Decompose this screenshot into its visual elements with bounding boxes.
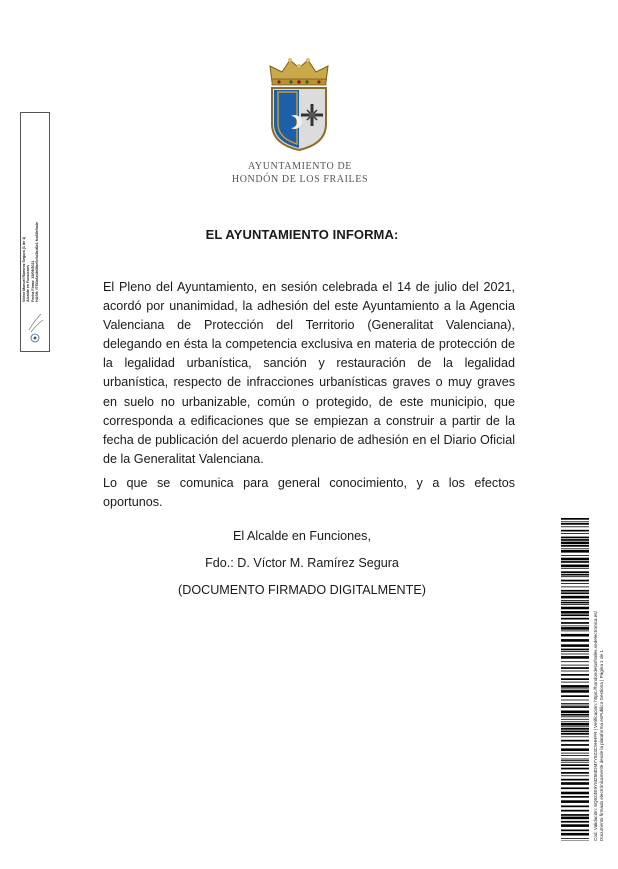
barcode-bar bbox=[561, 768, 589, 770]
barcode-bar bbox=[561, 779, 589, 781]
barcode-bar bbox=[561, 539, 589, 541]
barcode-bar bbox=[561, 744, 589, 746]
validation-line1: Cód. Validación: 6Q9Z4E9YMZ5MDM7Y9Z3C9HHFR | Verificación: https://hondondelosfrailes.sedelectronica.es/ bbox=[593, 611, 598, 841]
barcode-bar bbox=[561, 561, 589, 563]
barcode-icon bbox=[561, 518, 589, 841]
signature-icon bbox=[25, 310, 45, 346]
document-body bbox=[103, 278, 515, 512]
barcode-bar bbox=[561, 622, 589, 624]
barcode-bar bbox=[561, 814, 589, 816]
barcode-bar bbox=[561, 759, 589, 760]
barcode-bar bbox=[561, 558, 589, 561]
barcode-bar bbox=[561, 726, 589, 727]
barcode-bar bbox=[561, 667, 589, 669]
barcode-bar bbox=[561, 521, 589, 522]
barcode-bar bbox=[561, 587, 589, 588]
barcode-bar bbox=[561, 685, 589, 688]
barcode-bar bbox=[561, 626, 589, 627]
barcode-bar bbox=[561, 665, 589, 666]
barcode-bar bbox=[561, 719, 589, 720]
signer-role: Alcalde en Funciones bbox=[26, 265, 31, 302]
barcode-bar bbox=[561, 583, 589, 584]
barcode-bar bbox=[561, 711, 589, 714]
barcode-bar bbox=[561, 792, 589, 795]
barcode-bar bbox=[561, 760, 589, 761]
coat-of-arms-icon bbox=[264, 52, 334, 152]
barcode-bar bbox=[561, 568, 589, 569]
barcode-bar bbox=[561, 654, 589, 655]
validation-text bbox=[593, 611, 604, 841]
document-title: EL AYUNTAMIENTO INFORMA: bbox=[205, 227, 399, 242]
barcode-bar bbox=[561, 574, 589, 576]
barcode-bar bbox=[561, 782, 589, 785]
barcode-bar bbox=[561, 596, 589, 599]
barcode-bar bbox=[561, 838, 589, 839]
barcode-bar bbox=[561, 821, 589, 823]
barcode-bar bbox=[561, 689, 589, 690]
paragraph-1: El Pleno del Ayuntamiento, en sesión celebrada el 14 de julio del 2021, acordó por unanimidad, la adhesión del este Ayuntamiento a la Agencia Valenciana de Protección del Territorio (Generalitat Valenciana), delegando en ésta la competencia exclusiva en materia de protección de la legalidad urbanística, sanción y restauración de la legalidad urbanística, respecto de infracciones urbanísticas graves o muy graves en suelo no urbanizable, común o protegido, de este municipio, que corresponda a edificaciones que se empiezan a construir a partir de la fecha de publicación del acuerdo plenario de adhesión en el Diario Oficial de la Generalitat Valenciana. bbox=[103, 280, 515, 466]
barcode-bar bbox=[561, 695, 589, 697]
barcode-bar bbox=[561, 764, 589, 766]
barcode-bar bbox=[561, 762, 589, 763]
barcode-bar bbox=[561, 627, 589, 630]
barcode-bar bbox=[561, 590, 589, 592]
barcode-bar bbox=[561, 523, 589, 525]
barcode-bar bbox=[561, 690, 589, 693]
barcode-bar bbox=[561, 714, 589, 716]
barcode-bar bbox=[561, 833, 589, 836]
barcode-bar bbox=[561, 772, 589, 774]
barcode-bar bbox=[561, 806, 589, 808]
barcode-bar bbox=[561, 533, 589, 534]
barcode-bar bbox=[561, 682, 589, 683]
barcode-bar bbox=[561, 800, 589, 803]
barcode-bar bbox=[561, 700, 589, 701]
barcode-bar bbox=[561, 740, 589, 742]
barcode-bar bbox=[561, 678, 589, 680]
barcode-bar bbox=[561, 787, 589, 789]
barcode-bar bbox=[561, 706, 589, 708]
validation-line2: Documento firmado electrónicamente desde la plataforma esPublico Gestiona | Página 1 de 1 bbox=[598, 650, 604, 841]
signature-stamp-text bbox=[22, 222, 39, 302]
barcode-bar bbox=[561, 830, 589, 832]
barcode-bar bbox=[561, 824, 589, 827]
paragraph-2: Lo que se comunica para general conocimiento, y a los efectos oportunos. bbox=[103, 475, 515, 510]
barcode-bar bbox=[561, 571, 589, 573]
barcode-bar bbox=[561, 810, 589, 812]
barcode-bar bbox=[561, 580, 589, 582]
barcode-bar bbox=[561, 537, 589, 539]
signature-hash: HASH: f7f30a6e4b68be0c0a3bd6b1 fca68e0a4e bbox=[34, 222, 39, 302]
barcode-bar bbox=[561, 555, 589, 556]
barcode-bar bbox=[561, 614, 589, 616]
signature-date: Fecha Firma: 15/09/2021 bbox=[30, 260, 35, 302]
barcode-bar bbox=[561, 671, 589, 672]
barcode-bar bbox=[561, 748, 589, 751]
barcode-bar bbox=[561, 723, 589, 726]
barcode-bar bbox=[561, 530, 589, 532]
barcode-bar bbox=[561, 565, 589, 568]
barcode-bar bbox=[561, 656, 589, 659]
barcode-bar bbox=[561, 550, 589, 553]
barcode-bar bbox=[561, 755, 589, 756]
barcode-bar bbox=[561, 545, 589, 547]
barcode-bar bbox=[561, 736, 589, 737]
barcode-bar bbox=[561, 611, 589, 614]
barcode-bar bbox=[561, 651, 589, 652]
barcode-bar bbox=[561, 518, 589, 520]
barcode-bar bbox=[561, 796, 589, 798]
barcode-bar bbox=[561, 674, 589, 676]
barcode-bar bbox=[561, 600, 589, 601]
barcode-bar bbox=[561, 703, 589, 704]
closing-name: Fdo.: D. Víctor M. Ramírez Segura bbox=[205, 556, 399, 570]
closing-role: El Alcalde en Funciones, bbox=[233, 529, 371, 543]
barcode-bar bbox=[561, 542, 589, 545]
barcode-bar bbox=[561, 661, 589, 662]
barcode-bar bbox=[561, 604, 589, 605]
barcode-bar bbox=[561, 731, 589, 733]
barcode-bar bbox=[561, 649, 589, 651]
barcode-bar bbox=[561, 602, 589, 604]
barcode-bar bbox=[561, 592, 589, 594]
barcode-bar bbox=[561, 631, 589, 632]
closing-note: (DOCUMENTO FIRMADO DIGITALMENTE) bbox=[178, 583, 426, 597]
barcode-bar bbox=[561, 728, 589, 730]
barcode-bar bbox=[561, 607, 589, 610]
barcode-bar bbox=[561, 634, 589, 637]
barcode-bar bbox=[561, 526, 589, 527]
barcode-bar bbox=[561, 733, 589, 735]
barcode-bar bbox=[561, 548, 589, 549]
signer-name: Víctor Manuel Ramírez Segura (1 de 1) bbox=[22, 236, 26, 302]
town-name-line1: AYUNTAMIENTO DE bbox=[247, 161, 353, 172]
barcode-bar bbox=[561, 753, 589, 754]
barcode-bar bbox=[561, 644, 589, 647]
barcode-bar bbox=[561, 705, 589, 706]
barcode-bar bbox=[561, 576, 589, 577]
barcode-bar bbox=[561, 721, 589, 722]
town-name-line2: HONDÓN DE LOS FRAILES bbox=[231, 174, 369, 185]
barcode-bar bbox=[561, 618, 589, 620]
barcode-bar bbox=[561, 639, 589, 642]
barcode-bar bbox=[561, 716, 589, 717]
barcode-bar bbox=[561, 817, 589, 820]
barcode-bar bbox=[561, 775, 589, 776]
